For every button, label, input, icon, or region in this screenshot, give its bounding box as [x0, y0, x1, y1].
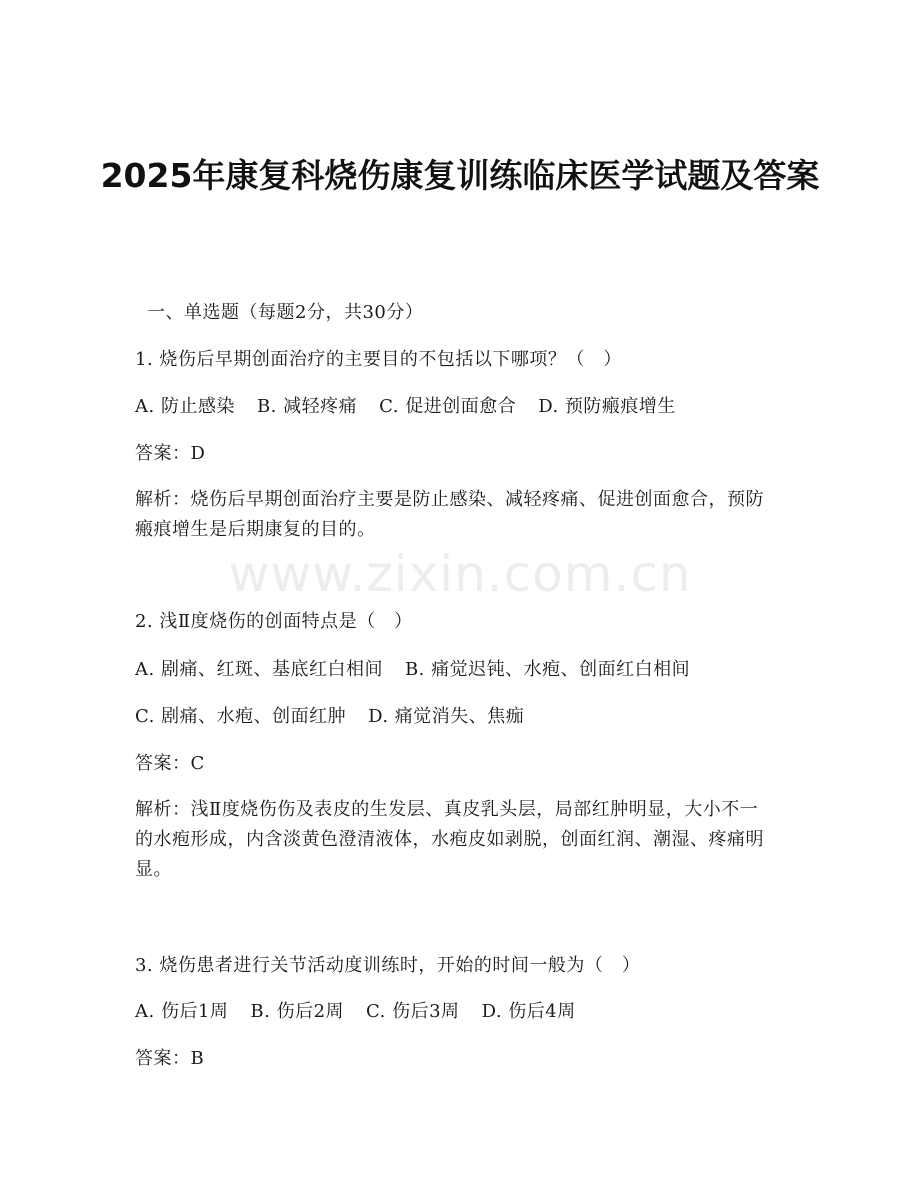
question-1-options — [135, 392, 676, 422]
question-2-option-a: A. 剧痛、红斑、基底红白相间 — [135, 659, 383, 680]
question-2-options-line-1 — [135, 655, 690, 685]
question-1-option-c: C. 促进创面愈合 — [379, 396, 517, 417]
document-title: 2025年康复科烧伤康复训练临床医学试题及答案 — [100, 156, 820, 195]
question-1-option-a: A. 防止感染 — [135, 396, 235, 417]
question-2-analysis: 解析：浅Ⅱ度烧伤伤及表皮的生发层、真皮乳头层，局部红肿明显，大小不一的水疱形成，内含淡黄色澄清液体，水疱皮如剥脱，创面红润、潮湿、疼痛明显。 — [135, 799, 764, 880]
question-1-option-d: D. 预防瘢痕增生 — [538, 396, 676, 417]
question-3-option-d: D. 伤后4周 — [481, 1001, 576, 1022]
question-3-answer: 答案：B — [135, 1048, 205, 1069]
section-heading: 一、单选题（每题2分，共30分） — [147, 302, 424, 323]
watermark: www.zixin.com.cn — [228, 545, 692, 603]
question-1-analysis: 解析：烧伤后早期创面治疗主要是防止感染、减轻疼痛、促进创面愈合，预防瘢痕增生是后期康复的目的。 — [135, 489, 764, 540]
question-3-stem: 3. 烧伤患者进行关节活动度训练时，开始的时间一般为（ ） — [135, 955, 641, 976]
question-2-option-d: D. 痛觉消失、焦痂 — [368, 706, 525, 727]
question-2-stem: 2. 浅Ⅱ度烧伤的创面特点是（ ） — [135, 611, 413, 632]
question-1-answer: 答案：D — [135, 443, 206, 464]
question-2-answer: 答案：C — [135, 753, 205, 774]
question-2-option-c: C. 剧痛、水疱、创面红肿 — [135, 706, 347, 727]
question-3-option-c: C. 伤后3周 — [366, 1001, 460, 1022]
question-3-option-a: A. 伤后1周 — [135, 1001, 229, 1022]
question-1-stem: 1. 烧伤后早期创面治疗的主要目的不包括以下哪项？（ ） — [135, 349, 622, 370]
question-2-options-line-2 — [135, 702, 524, 732]
question-3-options — [135, 997, 576, 1027]
question-2-option-b: B. 痛觉迟钝、水疱、创面红白相间 — [404, 659, 691, 680]
question-3-option-b: B. 伤后2周 — [250, 1001, 345, 1022]
question-1-option-b: B. 减轻疼痛 — [256, 396, 358, 417]
